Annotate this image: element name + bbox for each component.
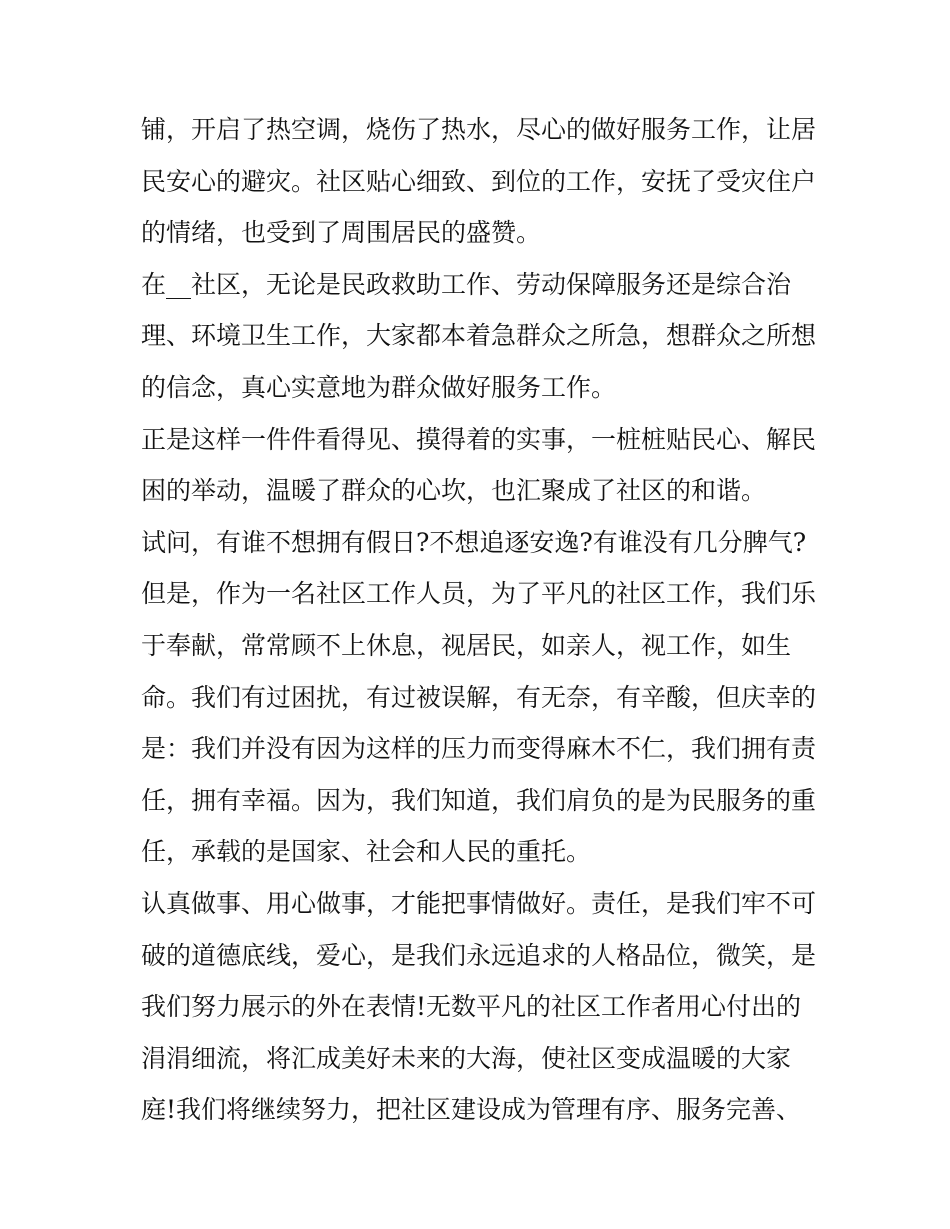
document-body — [141, 104, 817, 1136]
text-line: 试问，有谁不想拥有假日?不想追逐安逸?有谁没有几分脾气? — [141, 527, 807, 557]
text-line: 民安心的避灾。社区贴心细致、到位的工作，安抚了受灾住户 — [141, 166, 817, 196]
paragraph — [141, 878, 817, 1136]
text-line: 理、环境卫生工作，大家都本着急群众之所急，想群众之所想 — [141, 321, 817, 351]
paragraph — [141, 104, 817, 259]
text-line: 的情绪，也受到了周围居民的盛赞。 — [141, 218, 542, 248]
text-line: 在__社区，无论是民政救助工作、劳动保障服务还是综合治 — [141, 269, 792, 299]
text-line: 破的道德底线，爱心，是我们永远追求的人格品位，微笑，是 — [141, 940, 817, 970]
paragraph — [141, 414, 817, 517]
paragraph — [141, 259, 817, 414]
text-line: 任，承载的是国家、社会和人民的重托。 — [141, 837, 592, 867]
paragraph — [141, 568, 817, 878]
text-line: 庭!我们将继续努力，把社区建设成为管理有序、服务完善、 — [141, 1095, 802, 1125]
text-line: 命。我们有过困扰，有过被误解，有无奈，有辛酸，但庆幸的 — [141, 682, 817, 712]
paragraph — [141, 517, 813, 569]
text-line: 我们努力展示的外在表情!无数平凡的社区工作者用心付出的 — [141, 992, 802, 1022]
text-line: 任，拥有幸福。因为，我们知道，我们肩负的是为民服务的重 — [141, 785, 817, 815]
text-line: 正是这样一件件看得见、摸得着的实事，一桩桩贴民心、解民 — [141, 424, 817, 454]
text-line: 涓涓细流，将汇成美好未来的大海，使社区变成温暖的大家 — [141, 1043, 792, 1073]
text-line: 困的举动，温暖了群众的心坎，也汇聚成了社区的和谐。 — [141, 476, 767, 506]
text-line: 于奉献，常常顾不上休息，视居民，如亲人，视工作，如生 — [141, 630, 792, 660]
text-line: 但是，作为一名社区工作人员，为了平凡的社区工作，我们乐 — [141, 579, 817, 609]
text-line: 是：我们并没有因为这样的压力而变得麻木不仁，我们拥有责 — [141, 734, 817, 764]
text-line: 的信念，真心实意地为群众做好服务工作。 — [141, 372, 617, 402]
text-line: 铺，开启了热空调，烧伤了热水，尽心的做好服务工作，让居 — [141, 115, 817, 144]
text-line: 认真做事、用心做事，才能把事情做好。责任，是我们牢不可 — [141, 888, 817, 918]
